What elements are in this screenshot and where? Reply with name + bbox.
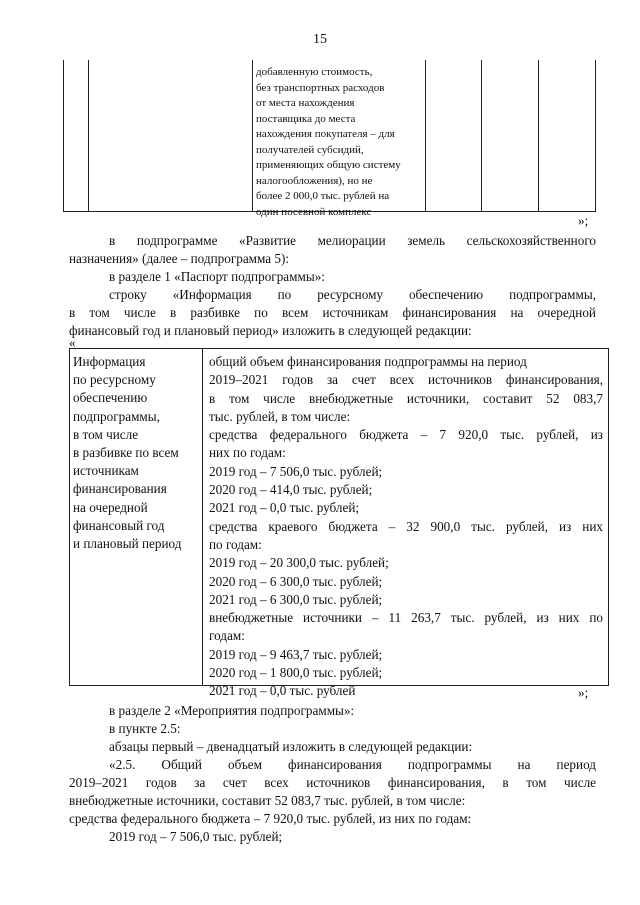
info-left-line: обеспечению xyxy=(73,390,148,406)
top-table-line: получателей субсидий, xyxy=(256,143,364,156)
top-table-col-5 xyxy=(481,60,539,212)
paragraph-line: «2.5. Общий объем финансирования подпрограммы на период xyxy=(109,757,596,772)
info-right-line: 2019–2021 годов за счет всех источников финансирования, xyxy=(209,372,603,388)
info-right-line: по годам: xyxy=(209,536,262,552)
info-table xyxy=(69,348,609,699)
top-table-col-4 xyxy=(425,60,482,212)
info-right-line: 2021 год – 0,0 тыс. рублей; xyxy=(209,500,360,516)
paragraph-line: в том числе в разбивке по всем источникам финансирования на очередной xyxy=(69,305,596,320)
info-right-line: 2020 год – 414,0 тыс. рублей; xyxy=(209,482,373,498)
top-table-line: один посевной комплекс xyxy=(256,205,372,218)
page-number: 15 xyxy=(313,32,327,47)
top-table-line: без транспортных расходов xyxy=(256,81,385,94)
paragraph-line: в пункте 2.5: xyxy=(109,721,181,736)
paragraph-line: в подпрограмме «Развитие мелиорации земель сельскохозяйственного xyxy=(109,233,596,248)
info-table-right-cell xyxy=(209,353,603,701)
closing-quote: »; xyxy=(578,213,589,228)
info-left-line: в том числе xyxy=(73,426,139,442)
info-right-line: 2019 год – 9 463,7 тыс. рублей; xyxy=(209,646,383,662)
paragraph-line: строку «Информация по ресурсному обеспечению подпрограммы, xyxy=(109,287,596,302)
info-right-line: средства федерального бюджета – 7 920,0 тыс. рублей, из xyxy=(209,427,603,443)
top-table-col-2 xyxy=(88,60,253,212)
top-table-line: добавленную стоимость, xyxy=(256,66,373,78)
paragraph-line: назначения» (далее – подпрограмма 5): xyxy=(69,251,290,266)
top-table-line: налогообложения), но не xyxy=(256,174,373,187)
info-right-line: внебюджетные источники – 11 263,7 тыс. рублей, из них по xyxy=(209,610,603,626)
top-table-line: поставщика до места xyxy=(256,112,356,125)
top-table-col-1 xyxy=(63,60,89,212)
info-left-line: по ресурсному xyxy=(73,372,156,388)
top-table-line: более 2 000,0 тыс. рублей на xyxy=(256,190,390,202)
info-right-line: 2019 год – 20 300,0 тыс. рублей; xyxy=(209,555,389,571)
opening-quote: « xyxy=(69,335,76,350)
paragraph-line: в разделе 1 «Паспорт подпрограммы»: xyxy=(109,269,325,284)
paragraph-line: средства федерального бюджета – 7 920,0 тыс. рублей, из них по годам: xyxy=(69,811,472,826)
closing-quote: »; xyxy=(578,685,589,700)
info-left-line: источникам xyxy=(73,463,139,479)
info-right-line: средства краевого бюджета – 32 900,0 тыс. рублей, из них xyxy=(209,518,603,534)
info-right-line: 2021 год – 0,0 тыс. рублей xyxy=(209,683,356,699)
top-table-line: применяющих общую систему xyxy=(256,159,401,171)
info-left-line: на очередной xyxy=(73,499,148,515)
info-right-line: годам: xyxy=(209,628,245,644)
info-right-line: общий объем финансирования подпрограммы на период xyxy=(209,354,527,369)
info-right-line: 2020 год – 6 300,0 тыс. рублей; xyxy=(209,573,383,589)
top-table-cell-text xyxy=(256,65,426,220)
info-right-line: 2020 год – 1 800,0 тыс. рублей; xyxy=(209,665,383,681)
info-right-line: 2021 год – 6 300,0 тыс. рублей; xyxy=(209,591,383,607)
top-table-col-6 xyxy=(538,60,596,212)
info-left-line: и плановый период xyxy=(73,536,182,552)
top-table-line: от места нахождения xyxy=(256,97,355,109)
paragraph-line: 2019–2021 годов за счет всех источников финансирования, в том числе xyxy=(69,775,596,790)
info-table-left-cell xyxy=(73,353,201,553)
top-table xyxy=(63,60,596,218)
paragraph-line: абзацы первый – двенадцатый изложить в следующей редакции: xyxy=(109,739,473,754)
info-right-line: 2019 год – 7 506,0 тыс. рублей; xyxy=(209,463,383,479)
info-left-line: финансовый год xyxy=(73,517,165,533)
paragraph-line: финансовый год и плановый период» изложить в следующей редакции: xyxy=(69,323,472,338)
paragraph-line: внебюджетные источники, составит 52 083,7 тыс. рублей, в том числе: xyxy=(69,793,466,808)
info-right-line: тыс. рублей, в том числе: xyxy=(209,408,351,424)
info-table-divider xyxy=(202,349,203,685)
info-left-line: подпрограммы, xyxy=(73,408,160,424)
top-table-line: нахождения покупателя – для xyxy=(256,128,395,140)
paragraph-line: в разделе 2 «Мероприятия подпрограммы»: xyxy=(109,703,355,718)
paragraph-line: 2019 год – 7 506,0 тыс. рублей; xyxy=(109,829,283,844)
info-right-line: в том числе внебюджетные источники, составит 52 083,7 xyxy=(209,390,603,406)
info-left-line: Информация xyxy=(73,354,146,369)
info-left-line: финансирования xyxy=(73,481,167,497)
info-right-line: них по годам: xyxy=(209,445,286,461)
info-left-line: в разбивке по всем xyxy=(73,445,179,461)
